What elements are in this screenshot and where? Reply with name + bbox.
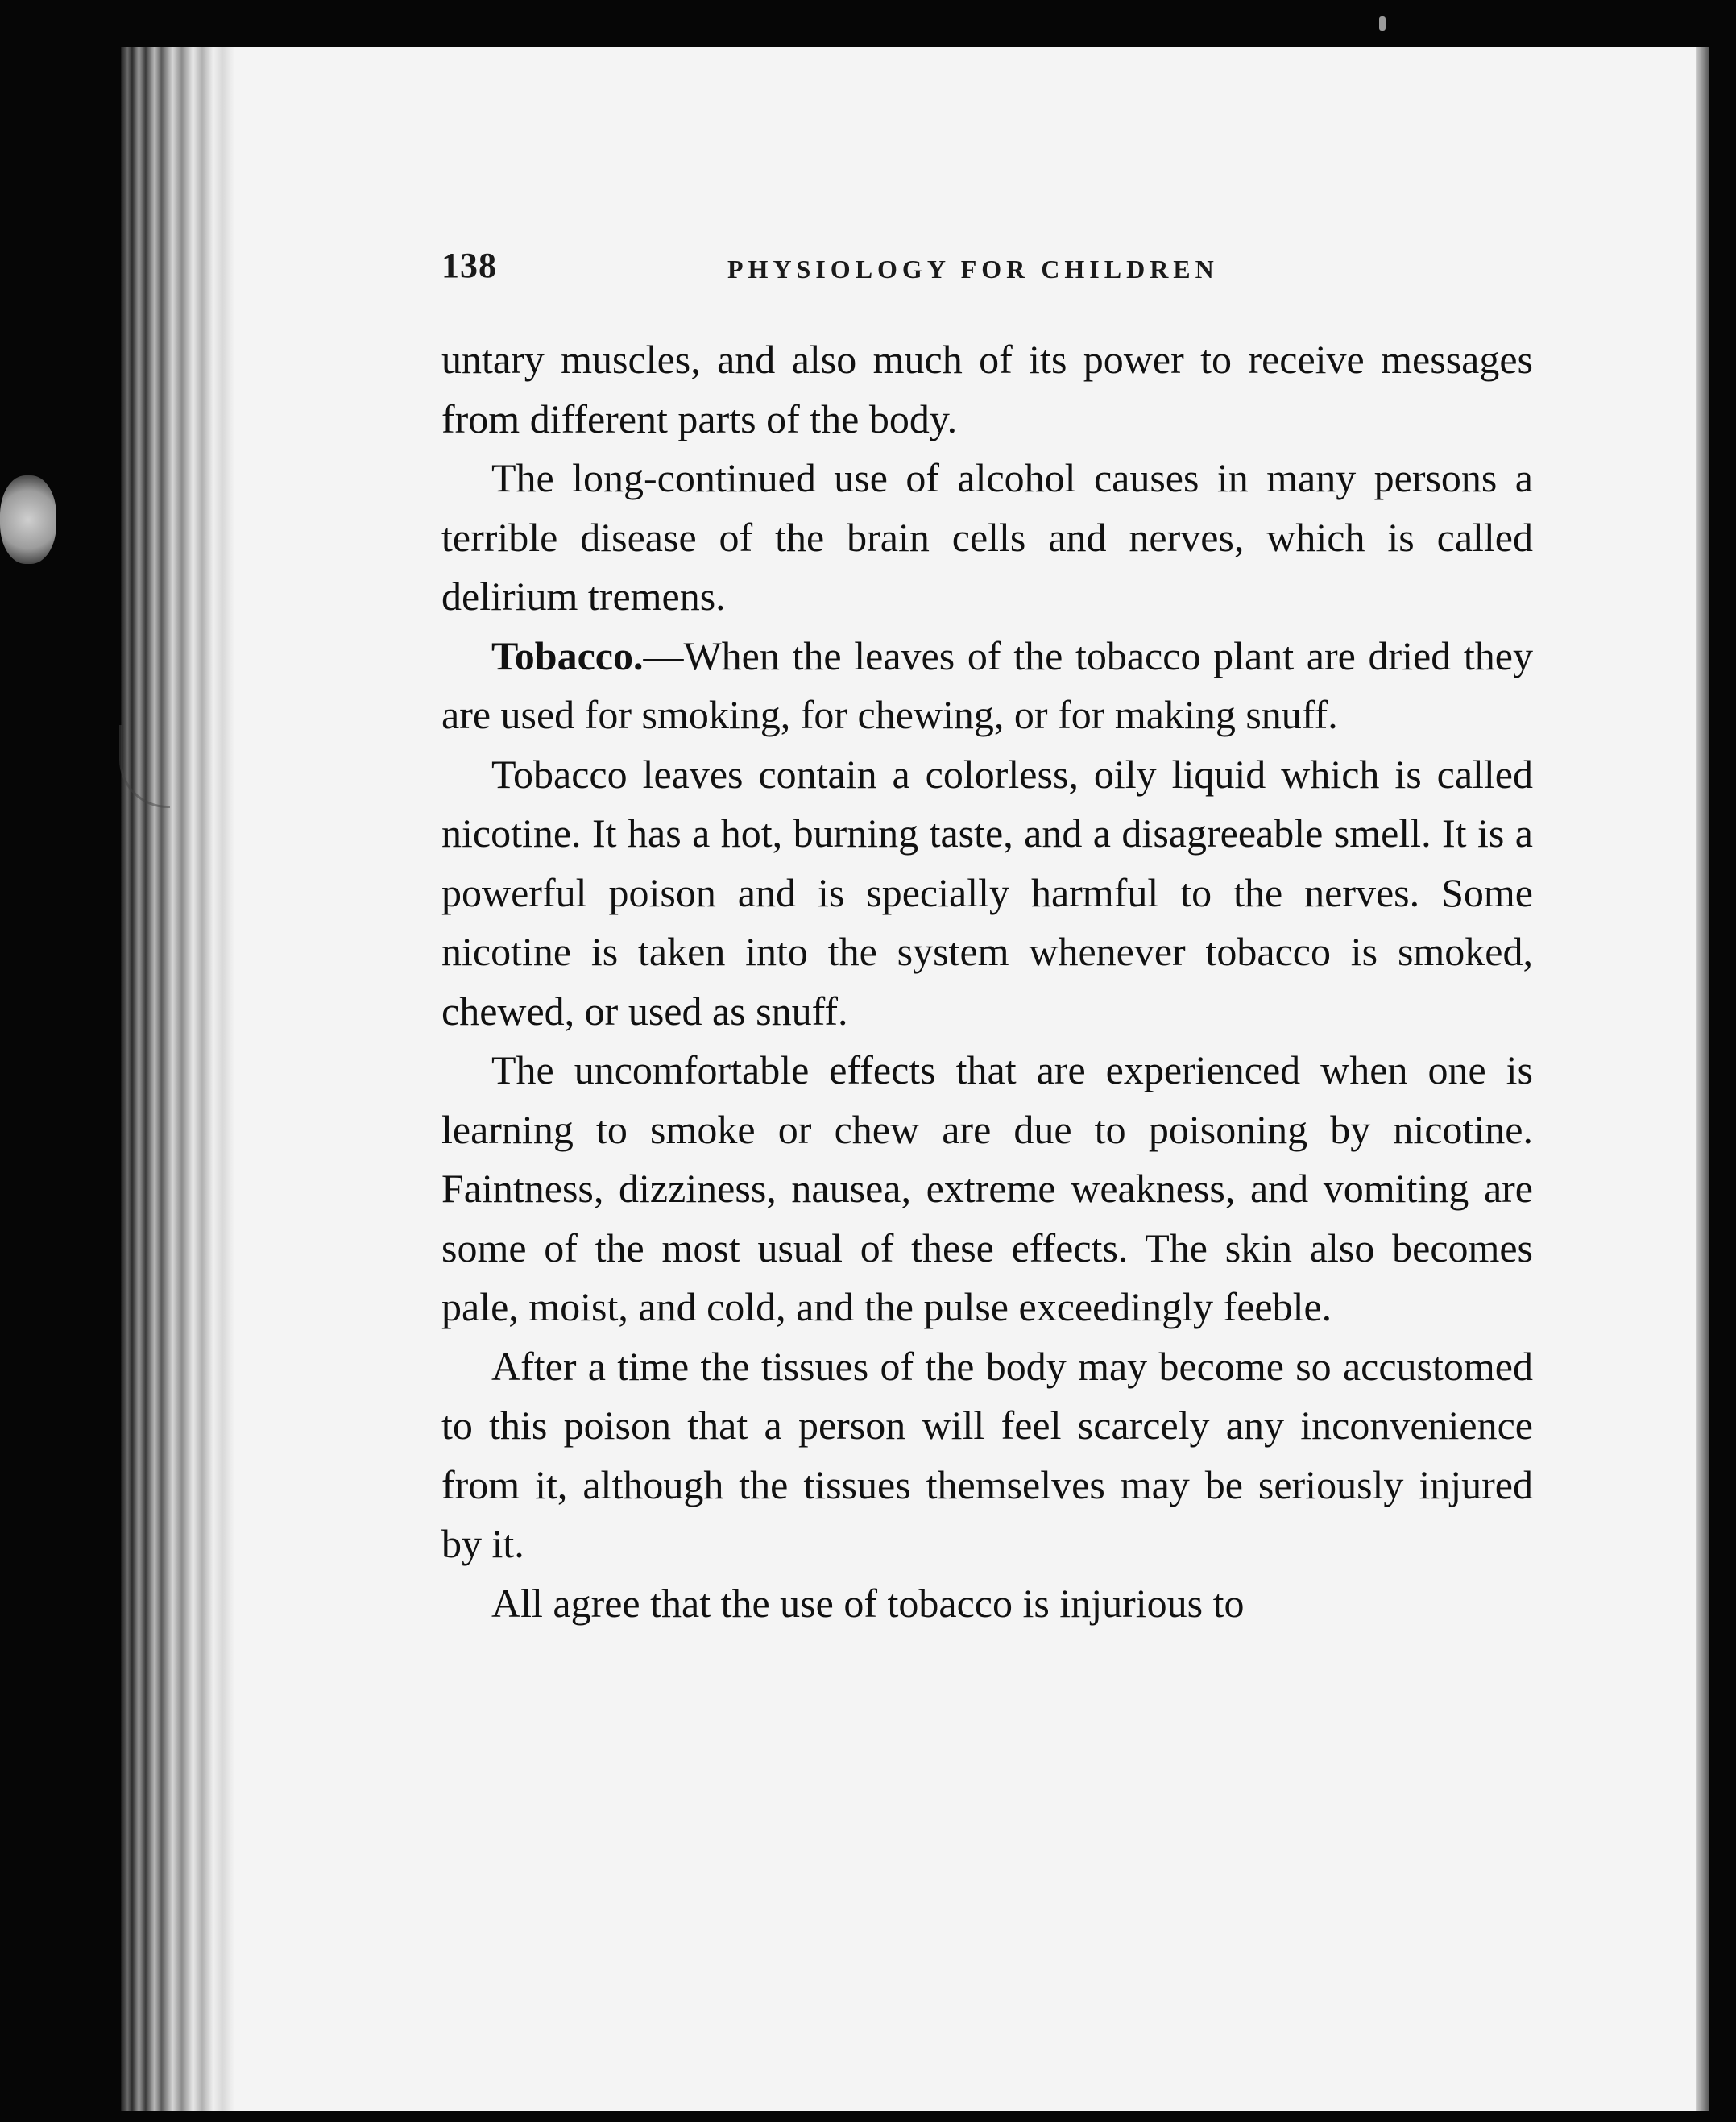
paragraph-5: The uncomfortable effects that are experienced when one is learning to smoke or chew are due to poisoning by nicotine. Faintness, dizziness, nausea, extreme weakness, and vomiting are some of the most usual of these effects. The skin also becomes pale, moist, and cold, and the pulse exceedingly feeble.	[441, 1047, 1533, 1329]
scan-speck	[1379, 16, 1386, 31]
paragraph-3-text: —When the leaves of the tobacco plant are dried they are used for smoking, for chewing, or for making snuff.	[441, 632, 1533, 737]
section-heading-tobacco: Tobacco.	[491, 632, 644, 678]
paragraph-7: All agree that the use of tobacco is injurious to	[491, 1580, 1245, 1626]
paragraph-2: The long-continued use of alcohol causes in many persons a terrible disease of the brain cells and nerves, which is called delirium tremens.	[441, 455, 1533, 619]
running-title: PHYSIOLOGY FOR CHILDREN	[727, 255, 1219, 284]
paragraph-1: untary muscles, and also much of its power to receive messages from different parts of the body.	[441, 337, 1533, 441]
body-text	[441, 330, 1533, 1633]
paragraph-3	[441, 627, 1533, 745]
running-header	[441, 245, 1271, 293]
page-edges	[121, 47, 234, 2111]
scan-blot	[0, 475, 56, 564]
paragraph-6: After a time the tissues of the body may become so accustomed to this poison that a person will feel scarcely any inconvenience from it, although the tissues themselves may be seriously injured by it.	[441, 1343, 1533, 1566]
page-gutter-shadow	[1696, 47, 1709, 2111]
paragraph-4: Tobacco leaves contain a colorless, oily liquid which is called nicotine. It has a hot, burning taste, and a disagreeable smell. It is a powerful poison and is specially harmful to the nerves. Some nicotine is taken into the system whenever tobacco is smoked, chewed, or used as snuff.	[441, 751, 1533, 1034]
page-number: 138	[441, 246, 497, 285]
